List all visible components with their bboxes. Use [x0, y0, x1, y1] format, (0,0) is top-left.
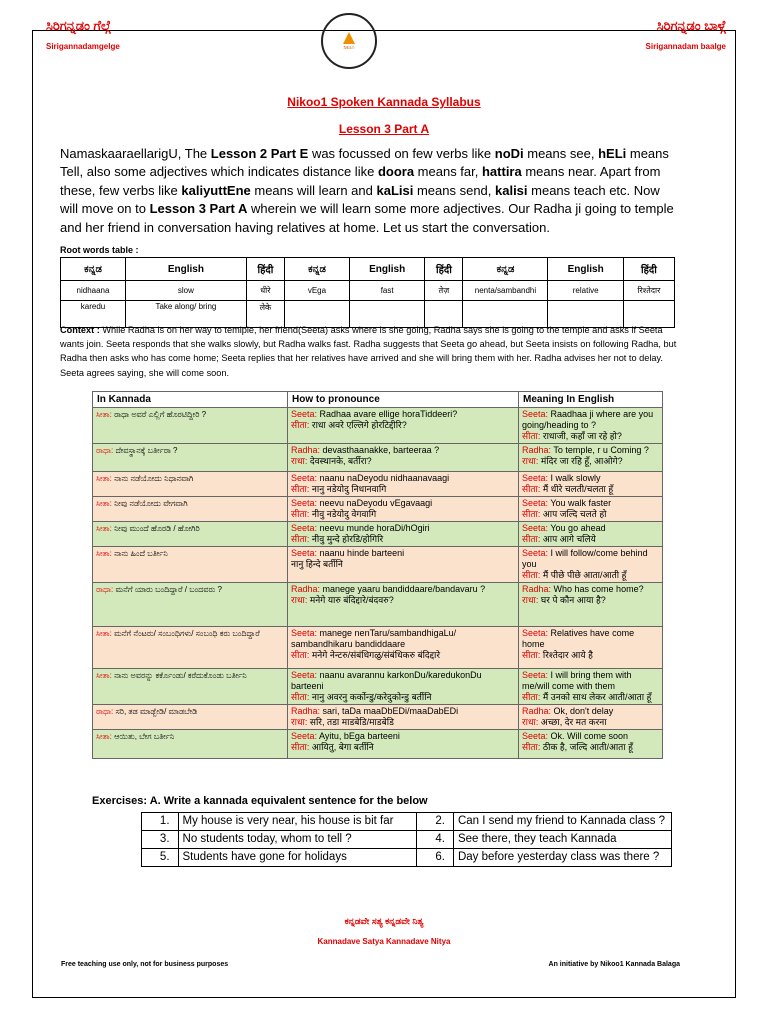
logo-text: ನಿಕೂ೧	[343, 44, 355, 51]
kannada-line	[96, 524, 200, 533]
intro-text: was focussed on few verbs like	[308, 146, 495, 161]
speaker-label: सीता:	[522, 650, 541, 660]
intro-text: means near. Apart from these, few verbs like	[60, 164, 661, 198]
english-line-text: I will follow/come behind you	[522, 548, 648, 569]
kannada-cell	[93, 408, 288, 444]
hindi-line-text: नानु नडेयोदु निधानवागि	[309, 484, 387, 494]
english-line	[522, 706, 659, 717]
pronounce-line	[291, 409, 515, 420]
root-words-cell: लेके	[246, 301, 284, 328]
root-words-cell: vEga	[284, 281, 349, 301]
pronounce-cell	[288, 444, 519, 472]
hindi-line	[291, 692, 515, 703]
hindi-line-text: नानु अवरनु कर्कोन्डु/करेदुकोन्डु बर्तीनि	[309, 692, 432, 702]
context-label: Context :	[60, 325, 100, 335]
root-words-header-cell: English	[548, 258, 623, 281]
hindi-line	[291, 559, 515, 570]
root-words-title: Root words table :	[60, 245, 139, 255]
speaker-label: ಸೀತಾ:	[96, 629, 112, 638]
intro-paragraph	[60, 145, 678, 237]
speaker-label: सीता:	[291, 692, 310, 702]
speaker-label: सीता:	[522, 484, 541, 494]
english-line	[522, 409, 659, 431]
hindi-line-text: आयितु, बेगा बर्तीनि	[309, 742, 374, 752]
intro-text: means far,	[414, 164, 482, 180]
kannada-cell	[93, 730, 288, 759]
kannada-line	[96, 732, 174, 741]
pronounce-line	[291, 670, 515, 692]
pronounce-line-text: naanu avarannu karkonDu/karedukonDu barteeni	[291, 670, 482, 691]
exercise-row	[142, 813, 672, 831]
hindi-meaning-line-text: मैं धीरे चलती/चलता हूँ	[540, 484, 614, 494]
speaker-label: सीता:	[522, 431, 541, 441]
root-words-cell: karedu	[61, 301, 126, 328]
hindi-meaning-line	[522, 595, 659, 606]
header-meaning-english: Meaning In English	[519, 392, 663, 408]
exercise-question: See there, they teach Kannada	[453, 831, 671, 849]
intro-keyword: noDi	[494, 146, 524, 161]
speaker-label: Seeta:	[522, 409, 549, 419]
root-words-header-cell: ಕನ್ನಡ	[463, 258, 548, 281]
exercise-number: 3.	[142, 831, 179, 849]
exercise-row	[142, 831, 672, 849]
root-words-table	[60, 257, 675, 328]
conversation-row	[93, 444, 663, 472]
pronounce-cell	[288, 497, 519, 522]
hindi-meaning-line	[522, 717, 659, 728]
conversation-header-row	[93, 392, 663, 408]
meaning-cell	[519, 669, 663, 705]
conversation-row	[93, 669, 663, 705]
page-title: Nikoo1 Spoken Kannada Syllabus	[287, 95, 481, 109]
pronounce-cell	[288, 522, 519, 547]
speaker-label: राधा:	[522, 595, 539, 605]
conversation-row	[93, 627, 663, 669]
speaker-label: राधा:	[522, 717, 539, 727]
kannada-cell	[93, 472, 288, 497]
conversation-row	[93, 472, 663, 497]
meaning-cell	[519, 497, 663, 522]
english-line	[522, 523, 659, 534]
hindi-line-text: नीवु मुन्दे होरडि/होगिरि	[309, 534, 384, 544]
intro-text: means see,	[523, 146, 599, 161]
root-words-header-cell: English	[349, 258, 424, 281]
pronounce-line-text: naanu naDeyodu nidhaanavaagi	[317, 473, 450, 483]
speaker-label: राधा:	[291, 717, 308, 727]
english-line	[522, 584, 659, 595]
exercise-number: 5.	[142, 849, 179, 867]
hindi-line-text: सरि, तडा माडबेडि/माडबेडि	[307, 717, 394, 727]
speaker-label: Seeta:	[291, 628, 318, 638]
intro-text: means will learn and	[250, 182, 377, 198]
hindi-meaning-line-text: ठीक है, जल्दि आती/आता हूँ	[540, 742, 633, 752]
meaning-cell	[519, 408, 663, 444]
speaker-label: सीता:	[291, 420, 310, 430]
intro-keyword: doora	[377, 164, 415, 180]
hindi-meaning-line-text: राधाजी, कहाँ जा रहे हो?	[540, 431, 622, 441]
exercise-number: 2.	[417, 813, 454, 831]
kannada-line	[96, 585, 222, 594]
hindi-line	[291, 595, 515, 606]
speaker-label: ರಾಧಾ:	[96, 707, 114, 716]
root-words-header-cell: ಕನ್ನಡ	[61, 258, 126, 281]
header-in-kannada: In Kannada	[93, 392, 288, 408]
hindi-meaning-line	[522, 456, 659, 467]
kannada-line-text: ಮನೆಗೆ ಯಾರು ಬಂದಿದ್ದಾರೆ / ಬಂದವರು ?	[113, 585, 222, 594]
footer-motto-english: Kannadave Satya Kannadave Nitya	[317, 937, 451, 946]
hindi-meaning-line-text: आप आगे चलिये	[540, 534, 596, 544]
speaker-label: ರಾಧಾ:	[96, 446, 114, 455]
pronounce-line-text: manege nenTaru/sambandhigaLu/ sambandhikaru bandiddaare	[291, 628, 457, 649]
speaker-label: ಸೀತಾ:	[96, 474, 112, 483]
pronounce-line	[291, 523, 515, 534]
kannada-line-text: ಆಯಿತು, ಬೇಗ ಬರ್ತೀನಿ	[111, 732, 175, 741]
pronounce-cell	[288, 547, 519, 583]
pronounce-line	[291, 445, 515, 456]
exercise-question: Day before yesterday class was there ?	[453, 849, 671, 867]
hindi-line	[291, 742, 515, 753]
hindi-line	[291, 650, 515, 661]
exercises-table	[141, 812, 672, 867]
context-text: While Radha is on her way to temlple, her friend(Seeta) asks where is she going, Radha says she is going to the temple and asks if Seeta wants join. Seeta responds that she walks slowly, but Radha walks fast. Radha suggests that Seeta go ahead, but Seeta insists on following Radha, but Radha then asks who has come home; Seeta replies that her relatives have arrived and she will bring them with her. Radha advises her not to delay. Seeta agrees saying, she will come soon.	[60, 325, 677, 378]
meaning-cell	[519, 444, 663, 472]
speaker-label: सीता:	[291, 534, 310, 544]
english-line-text: Ok, don't delay	[551, 706, 614, 716]
conversation-row	[93, 730, 663, 759]
pronounce-line	[291, 548, 515, 559]
intro-keyword: kalisi	[495, 182, 528, 198]
speaker-label: ಸೀತಾ:	[96, 524, 112, 533]
meaning-cell	[519, 730, 663, 759]
pronounce-line-text: neevu naDeyodu vEgavaagi	[317, 498, 433, 508]
speaker-label: राधा:	[522, 456, 539, 466]
hindi-meaning-line	[522, 570, 659, 581]
english-line-text: I walk slowly	[548, 473, 601, 483]
kannada-line-text: ನೀವು ನಡೆಯೋದು ವೇಗವಾಗಿ	[111, 499, 188, 508]
hindi-meaning-line-text: मैं उनको साथ लेकर आती/आता हूँ	[540, 692, 652, 702]
meaning-cell	[519, 472, 663, 497]
conversation-row	[93, 408, 663, 444]
english-line	[522, 548, 659, 570]
exercises-title: Exercises: A. Write a kannada equivalent sentence for the below	[92, 795, 428, 807]
root-words-header-cell: हिंदी	[246, 258, 284, 281]
hindi-line	[291, 456, 515, 467]
english-line-text: Relatives have come home	[522, 628, 635, 649]
hindi-line-text: मनेगे यारु बंदिद्दारे/बंदवरु?	[307, 595, 394, 605]
speaker-label: Seeta:	[522, 548, 549, 558]
exercise-number: 4.	[417, 831, 454, 849]
speaker-label: Radha:	[522, 706, 552, 716]
kannada-line-text: ದೇವಸ್ಥಾನಕ್ಕೆ ಬರ್ತೀರಾ ?	[113, 446, 178, 455]
intro-text: means teach etc. Now will move on to	[60, 182, 660, 217]
hindi-meaning-line-text: रिश्तेदार आये है	[540, 650, 593, 660]
speaker-label: सीता:	[291, 484, 310, 494]
kannada-cell	[93, 444, 288, 472]
header-how-to-pronounce: How to pronounce	[288, 392, 519, 408]
hindi-meaning-line	[522, 692, 659, 703]
speaker-label: Radha:	[522, 584, 552, 594]
pronounce-cell	[288, 730, 519, 759]
context-paragraph	[60, 323, 678, 380]
pronounce-cell	[288, 669, 519, 705]
intro-text: NamaskaaraellarigU, The	[60, 146, 211, 161]
hindi-line	[291, 534, 515, 545]
speaker-label: ಸೀತಾ:	[96, 732, 112, 741]
footer-right-note: An initiative by Nikoo1 Kannada Balaga	[548, 961, 680, 968]
pronounce-line	[291, 706, 515, 717]
speaker-label: राधा:	[291, 595, 308, 605]
hindi-meaning-line	[522, 431, 659, 442]
speaker-label: Radha:	[522, 445, 552, 455]
intro-keyword: kaLisi	[376, 182, 414, 198]
meaning-cell	[519, 547, 663, 583]
pronounce-cell	[288, 583, 519, 627]
flame-icon	[343, 32, 355, 44]
speaker-label: Seeta:	[291, 409, 318, 419]
english-line	[522, 628, 659, 650]
hindi-line-text: नीवु नडेयोदु वेगवागि	[309, 509, 377, 519]
kannada-line	[96, 499, 188, 508]
hindi-line	[291, 484, 515, 495]
speaker-label: सीता:	[522, 742, 541, 752]
english-line-text: You go ahead	[548, 523, 606, 533]
speaker-label: Seeta:	[291, 523, 318, 533]
root-words-cell: slow	[126, 281, 247, 301]
root-words-header-cell: हिंदी	[425, 258, 463, 281]
root-words-cell: nenta/sambandhi	[463, 281, 548, 301]
conversation-table	[92, 391, 663, 759]
kannada-line	[96, 629, 260, 638]
exercise-question: Can I send my friend to Kannada class ?	[453, 813, 671, 831]
kannada-line-text: ನಾನು ಅವರನ್ನು ಕರ್ಕೊಂಡು/ ಕರೆದುಕೊಂಡು ಬರ್ತೀನಿ	[111, 671, 247, 680]
root-words-cell: Take along/ bring	[126, 301, 247, 328]
header-left-kannada: ಸಿರಿಗನ್ನಡಂ ಗೆಲ್ಗೆ	[46, 18, 111, 33]
english-line-text: Who has come home?	[551, 584, 644, 594]
header-right-kannada: ಸಿರಿಗನ್ನಡಂ ಬಾಳ್ಗೆ	[656, 18, 726, 33]
meaning-cell	[519, 705, 663, 730]
speaker-label: सीता:	[291, 509, 310, 519]
kannada-cell	[93, 522, 288, 547]
intro-keyword: Lesson 3 Part A	[149, 201, 248, 217]
header-right	[646, 18, 726, 51]
english-line-text: To temple, r u Coming ?	[551, 445, 649, 455]
hindi-meaning-line-text: अच्छा, देर मत करना	[538, 717, 607, 727]
intro-keyword: hELi	[598, 146, 627, 161]
speaker-label: Seeta:	[291, 670, 318, 680]
pronounce-line-text: Radhaa avare ellige horaTiddeeri?	[317, 409, 458, 419]
intro-text: means Tell, also some adjectives which indicates distance like	[60, 146, 669, 180]
nikoo-logo	[321, 13, 377, 69]
speaker-label: Seeta:	[522, 523, 549, 533]
hindi-meaning-line-text: मैं पीछे पीछे आता/आती हूँ	[540, 570, 627, 580]
speaker-label: Radha:	[291, 445, 321, 455]
exercise-question: Students have gone for holidays	[178, 849, 417, 867]
kannada-line-text: ನಾನು ಹಿಂದೆ ಬರ್ತೀನಿ	[111, 549, 168, 558]
speaker-label: सीता:	[522, 534, 541, 544]
pronounce-cell	[288, 408, 519, 444]
speaker-label: Seeta:	[522, 473, 549, 483]
hindi-meaning-line	[522, 484, 659, 495]
conversation-row	[93, 497, 663, 522]
exercise-number: 1.	[142, 813, 179, 831]
english-line	[522, 731, 659, 742]
english-line-text: I will bring them with me/will come with them	[522, 670, 632, 691]
kannada-line	[96, 474, 193, 483]
intro-keyword: hattira	[481, 164, 522, 180]
speaker-label: Seeta:	[522, 498, 549, 508]
kannada-cell	[93, 547, 288, 583]
intro-keyword: kaliyuttEne	[181, 182, 251, 198]
exercise-number: 6.	[417, 849, 454, 867]
hindi-meaning-line	[522, 534, 659, 545]
speaker-label: Radha:	[291, 706, 321, 716]
page-subtitle: Lesson 3 Part A	[338, 122, 430, 136]
kannada-line-text: ರಾಧಾ ಅವರೆ ಎಲ್ಲಿಗೆ ಹೊರಟಿದ್ದೀರಿ ?	[111, 410, 207, 419]
kannada-line-text: ನೀವು ಮುಂದೆ ಹೊರಡಿ / ಹೋಗಿರಿ	[111, 524, 200, 533]
speaker-label: ಸೀತಾ:	[96, 499, 112, 508]
kannada-line	[96, 410, 206, 419]
speaker-label: ರಾಧಾ:	[96, 585, 114, 594]
header-right-english: Sirigannadam baalge	[645, 42, 726, 51]
conversation-row	[93, 583, 663, 627]
speaker-label: Seeta:	[522, 670, 549, 680]
speaker-label: Seeta:	[522, 628, 549, 638]
kannada-line-text: ನಾನು ನಡೆಯೋದು ನಿಧಾನವಾಗಿ	[111, 474, 194, 483]
intro-keyword: Lesson 2 Part E	[210, 146, 309, 161]
pronounce-line-text: devasthaanakke, barteeraa ?	[320, 445, 440, 455]
hindi-line	[291, 420, 515, 431]
hindi-line-text: नानु हिन्दे बर्तीनि	[291, 559, 343, 569]
speaker-label: सीता:	[522, 509, 541, 519]
pronounce-line-text: neevu munde horaDi/hOgiri	[317, 523, 430, 533]
pronounce-line	[291, 731, 515, 742]
speaker-label: सीता:	[291, 742, 310, 752]
hindi-meaning-line-text: घर पे कौन आया है?	[538, 595, 606, 605]
intro-text: wherein we will learn some more adjectives. Our Radha ji going to temple and her friend in conversation having relatives at home. Let us start the conversation.	[60, 201, 674, 235]
english-line-text: Raadhaa ji where are you going/heading to ?	[522, 409, 654, 430]
pronounce-line	[291, 473, 515, 484]
root-words-cell: रिश्तेदार	[623, 281, 674, 301]
speaker-label: Seeta:	[291, 548, 318, 558]
header-left	[46, 18, 120, 51]
hindi-line-text: राधा अवरे एल्लिगे होरटिद्दीरि?	[309, 420, 407, 430]
hindi-line-text: मनेगे नेन्टरु/संबंधिगळु/संबंधिकरु बंदिद्दारे	[309, 650, 441, 660]
meaning-cell	[519, 583, 663, 627]
hindi-line	[291, 509, 515, 520]
speaker-label: Seeta:	[291, 731, 318, 741]
header-left-english: Sirigannadamgelge	[46, 42, 120, 51]
kannada-line	[96, 671, 247, 680]
root-words-cell: तेज़	[425, 281, 463, 301]
root-words-header-cell: हिंदी	[623, 258, 674, 281]
english-line	[522, 670, 659, 692]
root-words-header-row	[61, 258, 675, 281]
root-words-header-cell: English	[126, 258, 247, 281]
root-words-cell: धीरे	[246, 281, 284, 301]
pronounce-line-text: sari, taDa maaDbEDi/maaDabEDi	[320, 706, 459, 716]
kannada-cell	[93, 627, 288, 669]
conversation-row	[93, 705, 663, 730]
root-words-cell: relative	[548, 281, 623, 301]
root-words-cell: fast	[349, 281, 424, 301]
hindi-meaning-line	[522, 742, 659, 753]
exercise-question: No students today, whom to tell ?	[178, 831, 417, 849]
english-line	[522, 498, 659, 509]
speaker-label: Seeta:	[291, 473, 318, 483]
speaker-label: ಸೀತಾ:	[96, 410, 112, 419]
kannada-line	[96, 707, 197, 716]
kannada-line-text: ಸರಿ, ತಡ ಮಾಡ್ಬೇಡಿ/ ಮಾಡಬೇಡಿ	[113, 707, 198, 716]
kannada-cell	[93, 705, 288, 730]
hindi-meaning-line	[522, 650, 659, 661]
footer-left-note: Free teaching use only, not for business purposes	[61, 961, 229, 968]
speaker-label: सीता:	[522, 570, 541, 580]
pronounce-line	[291, 584, 515, 595]
hindi-meaning-line-text: आप जल्दि चलते हो	[540, 509, 607, 519]
pronounce-line-text: Ayitu, bEga barteeni	[317, 731, 400, 741]
conversation-row	[93, 522, 663, 547]
pronounce-line-text: naanu hinde barteeni	[317, 548, 405, 558]
hindi-meaning-line-text: मंदिर जा रहि हूँ, आओगे?	[538, 456, 623, 466]
exercise-question: My house is very near, his house is bit far	[178, 813, 417, 831]
speaker-label: सीता:	[522, 692, 541, 702]
kannada-line	[96, 549, 168, 558]
speaker-label: ಸೀತಾ:	[96, 549, 112, 558]
pronounce-cell	[288, 705, 519, 730]
root-words-cell: nidhaana	[61, 281, 126, 301]
kannada-line	[96, 446, 178, 455]
english-line-text: Ok. Will come soon	[548, 731, 629, 741]
pronounce-line-text: manege yaaru bandiddaare/bandavaru ?	[320, 584, 486, 594]
pronounce-line	[291, 498, 515, 509]
speaker-label: Seeta:	[291, 498, 318, 508]
footer-motto-kannada: ಕನ್ನಡವೇ ಸತ್ಯ ಕನ್ನಡವೇ ನಿತ್ಯ	[344, 916, 424, 926]
speaker-label: Seeta:	[522, 731, 549, 741]
pronounce-line	[291, 628, 515, 650]
speaker-label: राधा:	[291, 456, 308, 466]
hindi-meaning-line	[522, 509, 659, 520]
kannada-line-text: ಮನೆಗೆ ನೆಂಟರು/ ಸಂಬಂಧಿಗಳು/ ಸಂಬಂಧಿ ಕರು ಬಂದಿದ್ದಾರೆ	[111, 629, 260, 638]
kannada-cell	[93, 497, 288, 522]
intro-text: means send,	[413, 182, 495, 198]
english-line	[522, 473, 659, 484]
english-line-text: You walk faster	[548, 498, 612, 508]
speaker-label: ಸೀತಾ:	[96, 671, 112, 680]
kannada-cell	[93, 669, 288, 705]
speaker-label: Radha:	[291, 584, 321, 594]
root-words-row	[61, 281, 675, 301]
pronounce-cell	[288, 472, 519, 497]
pronounce-cell	[288, 627, 519, 669]
hindi-line	[291, 717, 515, 728]
conversation-row	[93, 547, 663, 583]
kannada-cell	[93, 583, 288, 627]
meaning-cell	[519, 522, 663, 547]
exercise-row	[142, 849, 672, 867]
hindi-line-text: देवस्थानके, बर्तीरा?	[307, 456, 372, 466]
english-line	[522, 445, 659, 456]
root-words-header-cell: ಕನ್ನಡ	[284, 258, 349, 281]
speaker-label: सीता:	[291, 650, 310, 660]
meaning-cell	[519, 627, 663, 669]
